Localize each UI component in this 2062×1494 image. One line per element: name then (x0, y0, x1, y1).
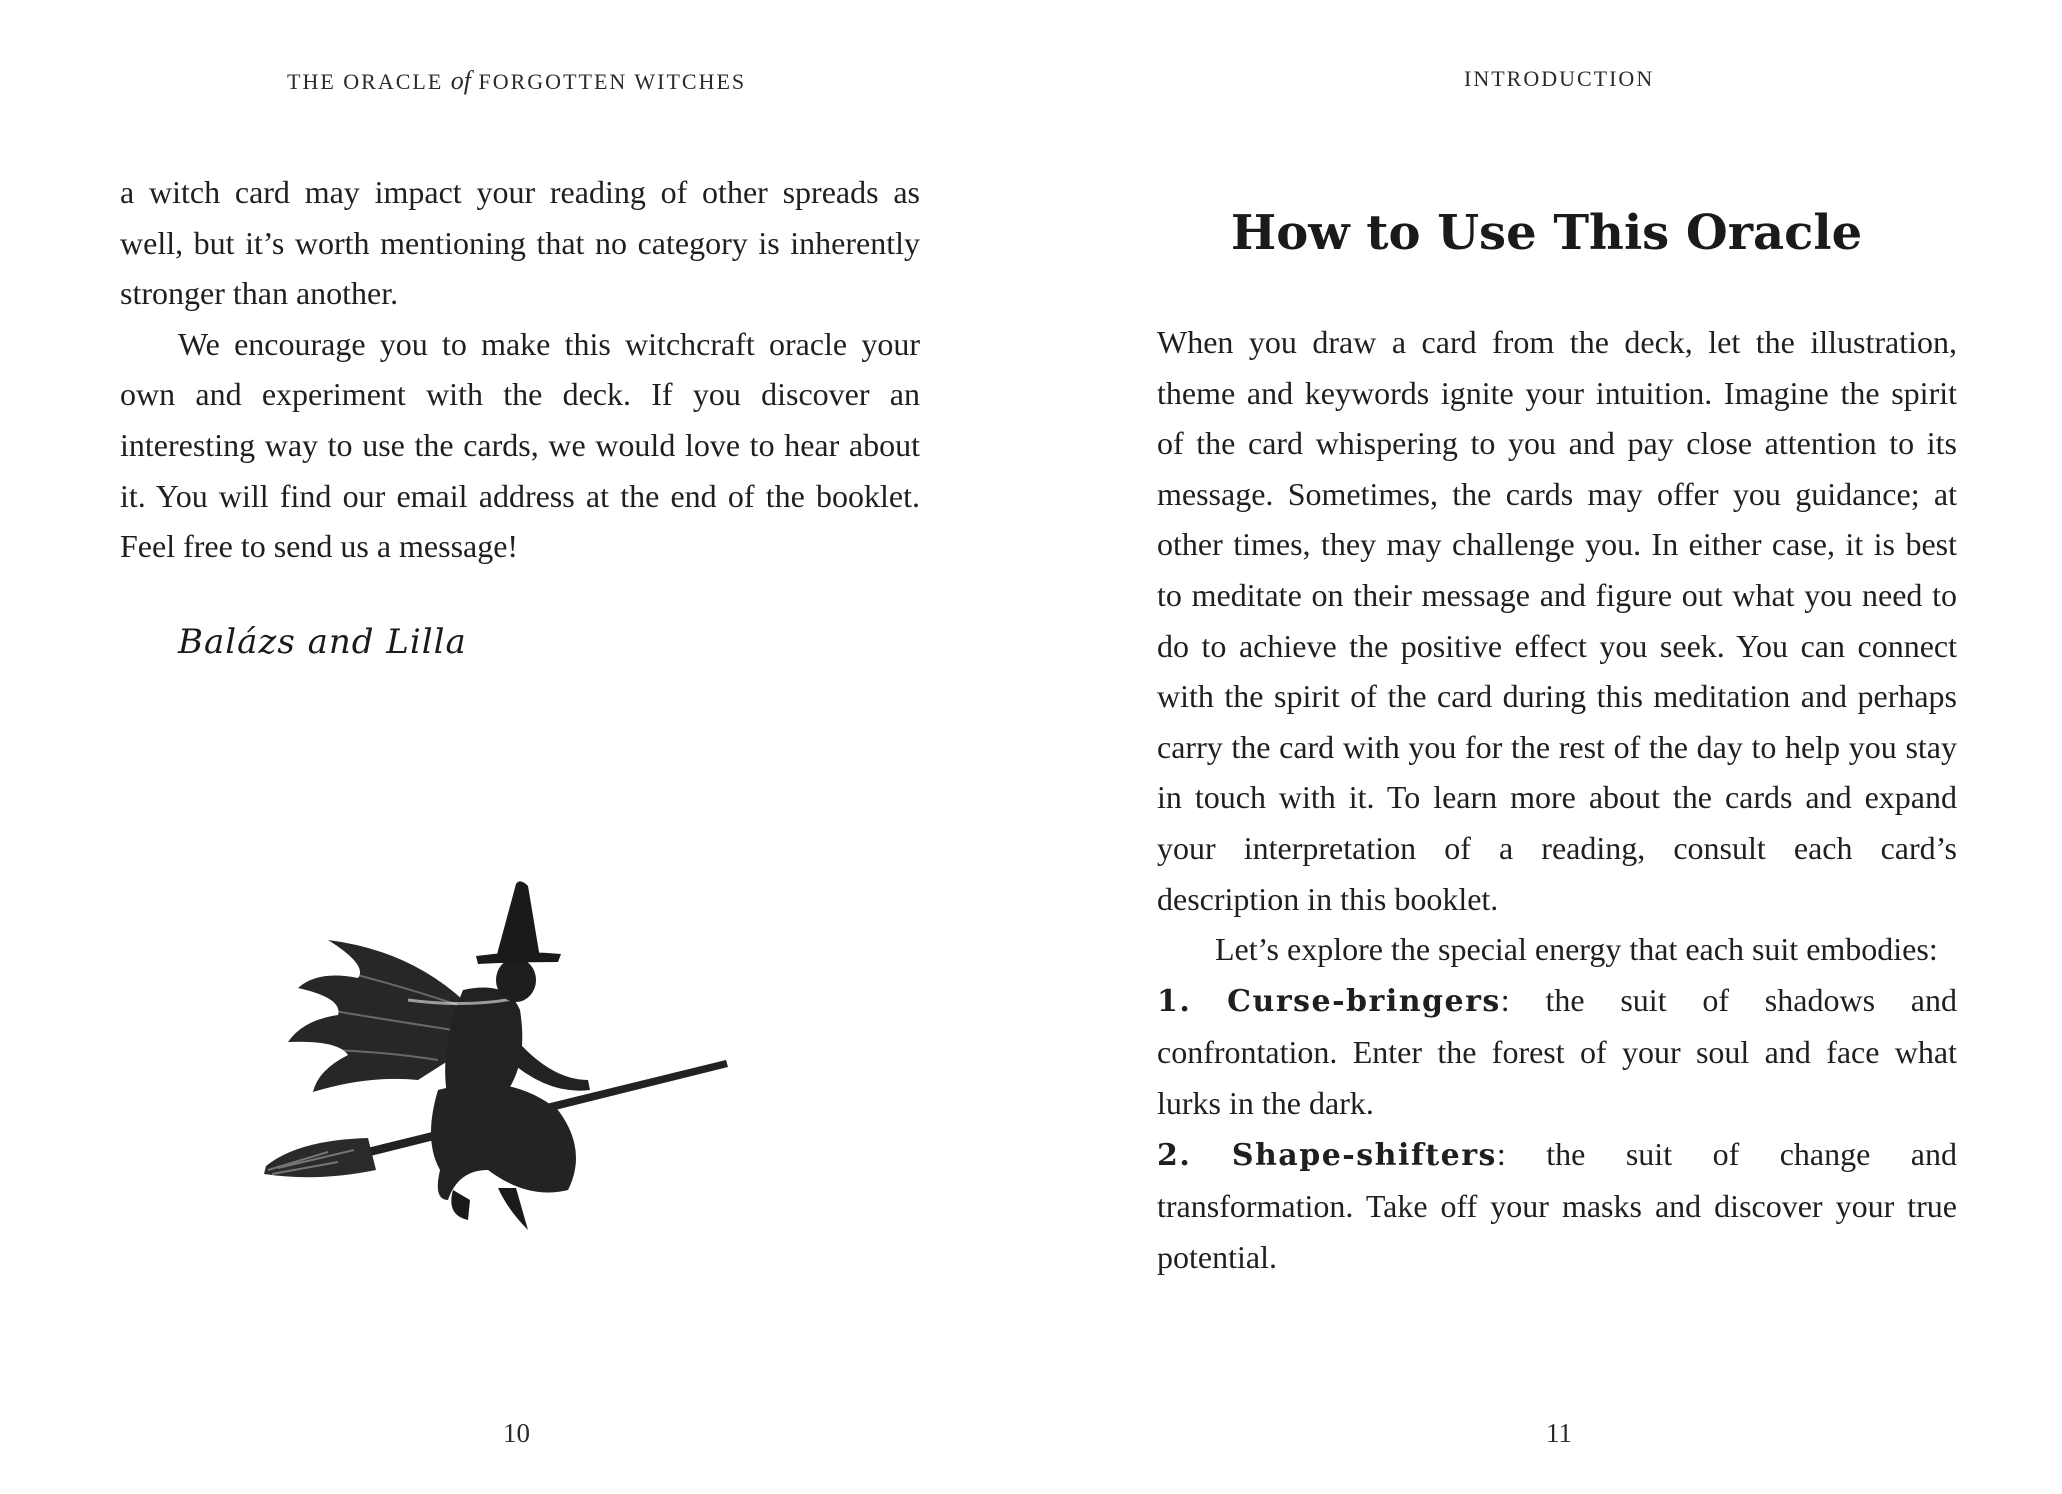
suit-name: Shape-shifters (1231, 1137, 1497, 1173)
suit-item-curse-bringers (1157, 975, 1957, 1129)
running-head-italic: of (450, 66, 471, 95)
right-body-text (1157, 317, 1957, 1282)
running-head-before: THE ORACLE (287, 69, 451, 94)
left-paragraph-2: We encourage you to make this witchcraft oracle your own and experiment with the deck. If you discover an interesting way to use the cards, we would love to hear about it. You will find our email address at the end of the booklet. Feel free to send us a message! (120, 325, 920, 565)
author-signature: Balázs and Lilla (178, 622, 467, 662)
right-page (1031, 0, 2062, 1494)
suit-item-shape-shifters (1157, 1129, 1957, 1283)
chapter-heading: How to Use This Oracle (1230, 205, 1863, 261)
suit-description: : the suit of shadows and confrontation. Enter the forest of your soul and face what lurks in the dark. (1157, 981, 1958, 1121)
suit-number: 1. (1157, 983, 1192, 1019)
left-page-number: 10 (503, 1418, 530, 1448)
suit-number: 2. (1157, 1137, 1192, 1173)
suit-description: : the suit of change and transformation. Take off your masks and discover your true potential. (1157, 1135, 1957, 1275)
right-paragraph-1: When you draw a card from the deck, let the illustration, theme and keywords ignite your intuition. Imagine the spirit of the card whispering to you and pay close attention to its message. Sometimes, the cards may offer you guidance; at other times, they may challenge you. In either case, it is best to meditate on their message and figure out what you need to do to achieve the positive effect you seek. You can connect with the spirit of the card during this meditation and perhaps carry the card with you for the rest of the day to help you stay in touch with it. To learn more about the cards and expand your interpretation of a reading, consult each card’s description in this booklet. (1157, 324, 1957, 917)
left-paragraph-1: a witch card may impact your reading of other spreads as well, but it’s worth mentioning that no category is inherently stronger than another. (120, 174, 920, 312)
right-paragraph-2: Let’s explore the special energy that each suit embodies: (1215, 931, 1938, 968)
right-running-head: INTRODUCTION (1464, 66, 1655, 91)
right-page-number: 11 (1546, 1418, 1572, 1448)
suit-name: Curse-bringers (1227, 983, 1501, 1019)
witch-on-broomstick-illustration (258, 870, 728, 1230)
left-running-head (287, 66, 746, 96)
left-body-text (120, 167, 920, 572)
running-head-after: FORGOTTEN WITCHES (471, 69, 747, 94)
